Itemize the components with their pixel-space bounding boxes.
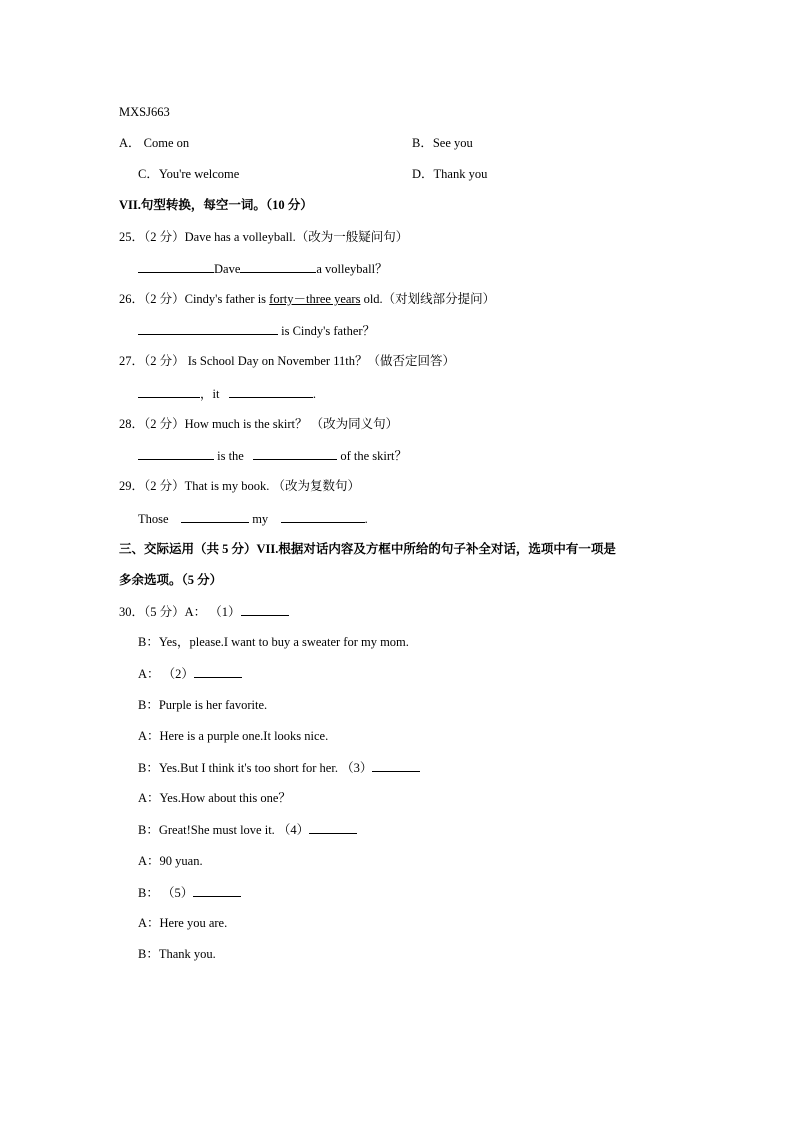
answer-blank[interactable] — [281, 510, 365, 523]
underlined-phrase: forty－three years — [269, 292, 361, 306]
dialog-line: B：Purple is her favorite. — [138, 698, 268, 712]
question-25-answer: Dave a volleyball？ — [138, 260, 388, 277]
answer-blank[interactable] — [241, 603, 289, 616]
dialog-line: B：Thank you. — [138, 947, 216, 961]
document-code: MXSJ663 — [119, 105, 170, 119]
question-29-answer: Those my . — [138, 512, 368, 526]
dialog-line: B：Great!She must love it. （4） — [138, 821, 357, 838]
dialog-line: B： （5） — [138, 884, 241, 901]
section-3-heading: 三、交际运用（共 5 分）VII.根据对话内容及方框中所给的句子补全对话，选项中有一项是 — [119, 542, 616, 556]
answer-blank[interactable] — [240, 260, 316, 273]
dialog-line: B：Yes，please.I want to buy a sweater for my mom. — [138, 635, 409, 649]
answer-blank[interactable] — [138, 447, 214, 460]
question-30-stem: 30．（5 分）A： （1） — [119, 603, 289, 620]
answer-blank[interactable] — [229, 385, 313, 398]
dialog-line: A：Here is a purple one.It looks nice. — [138, 729, 329, 743]
question-26-answer: is Cindy's father？ — [138, 322, 375, 339]
section-3-heading-cont: 多余选项。（5 分） — [119, 573, 223, 587]
question-26-stem: 26．（2 分）Cindy's father is forty－three years old.（对划线部分提问） — [119, 292, 496, 306]
dialog-line: B：Yes.But I think it's too short for her. （3） — [138, 759, 420, 776]
question-25-stem: 25．（2 分）Dave has a volleyball.（改为一般疑问句） — [119, 230, 409, 244]
answer-blank[interactable] — [253, 447, 337, 460]
answer-blank[interactable] — [138, 260, 214, 273]
answer-blank[interactable] — [138, 322, 278, 335]
option-c: C．You're welcome — [138, 167, 240, 181]
answer-blank[interactable] — [138, 385, 200, 398]
question-29-stem: 29．（2 分）That is my book. （改为复数句） — [119, 479, 360, 493]
option-d: D．Thank you — [412, 167, 488, 181]
question-27-stem: 27．（2 分） Is School Day on November 11th？（做否定回答） — [119, 354, 455, 368]
question-28-stem: 28．（2 分）How much is the skirt？ （改为同义句） — [119, 417, 399, 431]
answer-blank[interactable] — [194, 665, 242, 678]
section-7-heading: VII.句型转换，每空一词。（10 分） — [119, 198, 313, 212]
question-27-answer: ，it . — [138, 385, 316, 402]
question-28-answer: is the of the skirt？ — [138, 447, 407, 464]
dialog-line: A：Yes.How about this one？ — [138, 791, 291, 805]
answer-blank[interactable] — [309, 821, 357, 834]
answer-blank[interactable] — [181, 510, 249, 523]
dialog-line: A： （2） — [138, 665, 242, 682]
answer-blank[interactable] — [193, 884, 241, 897]
option-a: A． Come on — [119, 136, 190, 150]
answer-blank[interactable] — [372, 759, 420, 772]
dialog-line: A：Here you are. — [138, 916, 228, 930]
option-b: B．See you — [412, 136, 473, 150]
dialog-line: A：90 yuan. — [138, 854, 203, 868]
